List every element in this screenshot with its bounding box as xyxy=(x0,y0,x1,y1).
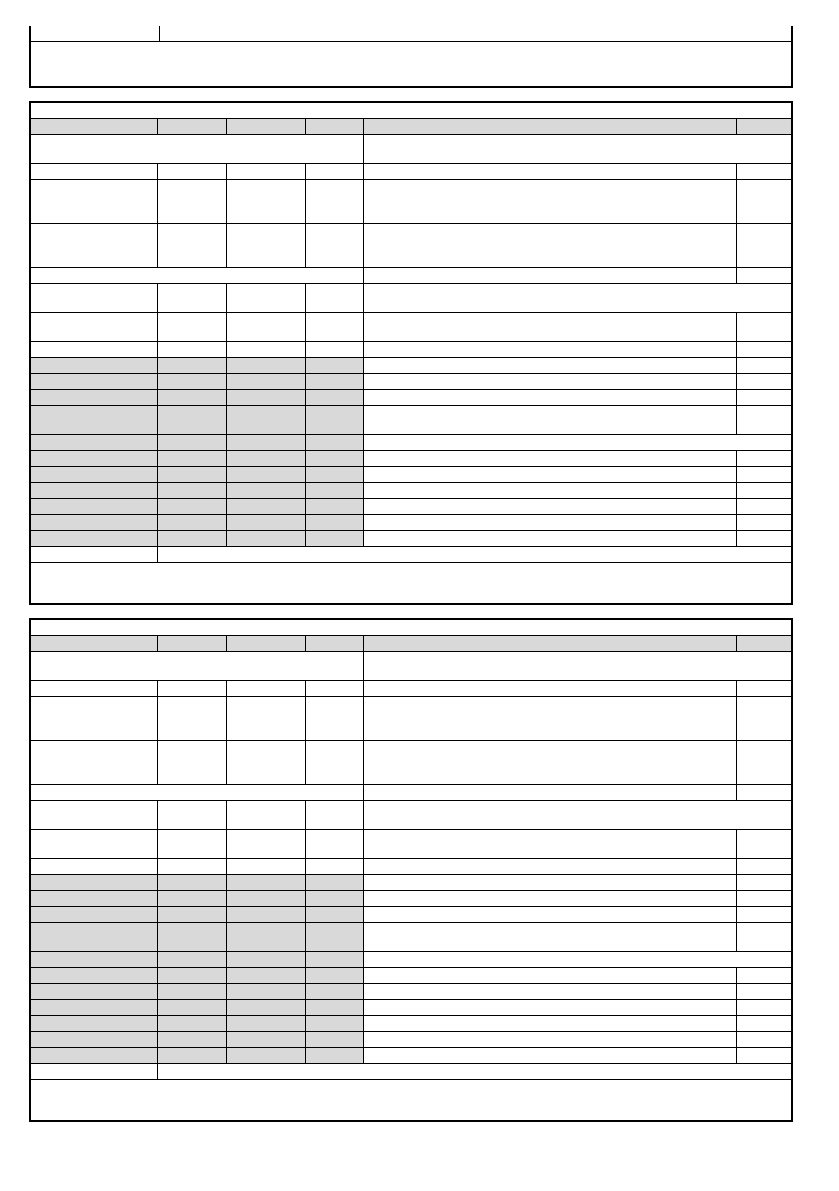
table-cell xyxy=(737,390,791,406)
table-cell xyxy=(364,406,737,435)
table-cell xyxy=(31,1064,158,1080)
table-header-cell xyxy=(227,119,306,135)
table-cell xyxy=(158,1000,227,1016)
table-cell xyxy=(158,923,227,952)
table-cell xyxy=(306,467,364,483)
table-cell xyxy=(306,1016,364,1032)
table-cell xyxy=(737,1016,791,1032)
table-cell xyxy=(227,515,306,531)
table-cell xyxy=(306,952,364,968)
table-header-cell xyxy=(31,119,158,135)
table-cell xyxy=(227,358,306,374)
table-header-cell xyxy=(158,636,227,652)
table-cell xyxy=(306,907,364,923)
table-cell xyxy=(31,483,158,499)
table-cell xyxy=(227,224,306,268)
table-cell xyxy=(306,923,364,952)
table-cell xyxy=(227,406,306,435)
table-cell xyxy=(306,180,364,224)
table-cell xyxy=(737,224,791,268)
table-cell xyxy=(364,830,737,859)
table-cell xyxy=(364,164,737,180)
table-cell xyxy=(227,374,306,390)
table-cell xyxy=(31,859,158,875)
table-cell xyxy=(737,358,791,374)
table-cell xyxy=(364,923,737,952)
table-cell xyxy=(158,224,227,268)
table-cell xyxy=(306,224,364,268)
table-cell xyxy=(227,284,306,313)
table-cell xyxy=(31,952,158,968)
table-cell xyxy=(737,483,791,499)
table-cell xyxy=(158,358,227,374)
table-cell xyxy=(364,342,737,358)
table-cell xyxy=(737,499,791,515)
table-header-cell xyxy=(306,119,364,135)
top-fragment-note-cell xyxy=(31,42,791,84)
table-cell xyxy=(31,342,158,358)
table-cell xyxy=(31,358,158,374)
table-title-cell xyxy=(31,620,791,636)
table-cell xyxy=(364,681,737,697)
table-cell xyxy=(31,785,364,801)
table-cell xyxy=(737,968,791,984)
table-cell xyxy=(227,923,306,952)
table-cell xyxy=(31,830,158,859)
table-cell xyxy=(364,435,791,451)
table-cell xyxy=(158,515,227,531)
table-cell xyxy=(737,515,791,531)
table-cell xyxy=(158,406,227,435)
table-cell xyxy=(158,284,227,313)
table-cell xyxy=(31,499,158,515)
table-cell xyxy=(364,135,791,164)
table-cell xyxy=(227,483,306,499)
table-cell xyxy=(737,1032,791,1048)
table-cell xyxy=(364,531,737,547)
table-cell xyxy=(227,801,306,830)
table-cell xyxy=(306,681,364,697)
table-cell xyxy=(158,801,227,830)
table-cell xyxy=(737,785,791,801)
table-cell xyxy=(31,652,364,681)
table-cell xyxy=(737,907,791,923)
table-cell xyxy=(31,697,158,741)
table-cell xyxy=(227,681,306,697)
table-cell xyxy=(306,984,364,1000)
table-cell xyxy=(158,830,227,859)
table-cell xyxy=(737,406,791,435)
table-cell xyxy=(227,342,306,358)
table-cell xyxy=(737,830,791,859)
table-cell xyxy=(158,1032,227,1048)
table-cell xyxy=(227,875,306,891)
table-cell xyxy=(737,741,791,785)
table-cell xyxy=(158,907,227,923)
table-cell xyxy=(227,891,306,907)
table-header-cell xyxy=(364,119,737,135)
table-cell xyxy=(158,435,227,451)
table-cell xyxy=(158,342,227,358)
table-cell xyxy=(306,515,364,531)
top-fragment-value-cell xyxy=(160,26,791,42)
table-cell xyxy=(364,268,737,284)
table-cell xyxy=(364,697,737,741)
table-cell xyxy=(31,891,158,907)
table-cell xyxy=(31,313,158,342)
table-cell xyxy=(737,467,791,483)
table-cell xyxy=(31,1080,791,1120)
table-cell xyxy=(158,547,791,563)
table-cell xyxy=(31,923,158,952)
table-cell xyxy=(364,483,737,499)
table-cell xyxy=(227,907,306,923)
table-cell xyxy=(306,164,364,180)
table-cell xyxy=(364,907,737,923)
table-cell xyxy=(31,968,158,984)
table-cell xyxy=(306,1048,364,1064)
table-cell xyxy=(737,313,791,342)
table-cell xyxy=(364,358,737,374)
table-cell xyxy=(306,313,364,342)
table-cell xyxy=(158,968,227,984)
table-cell xyxy=(227,952,306,968)
top-fragment-label-cell xyxy=(31,26,160,42)
table-cell xyxy=(306,859,364,875)
table-cell xyxy=(31,135,364,164)
table-cell xyxy=(158,952,227,968)
table-cell xyxy=(364,968,737,984)
table-cell xyxy=(737,875,791,891)
table-cell xyxy=(31,907,158,923)
table-cell xyxy=(306,358,364,374)
table-cell xyxy=(306,801,364,830)
table-cell xyxy=(31,180,158,224)
table-cell xyxy=(227,313,306,342)
table-cell xyxy=(306,342,364,358)
table-cell xyxy=(31,515,158,531)
table-cell xyxy=(227,1032,306,1048)
table-cell xyxy=(364,1016,737,1032)
form-table-2 xyxy=(29,618,793,1122)
table-header-cell xyxy=(158,119,227,135)
table-cell xyxy=(158,531,227,547)
table-cell xyxy=(737,451,791,467)
table-cell xyxy=(31,1032,158,1048)
table-cell xyxy=(31,467,158,483)
table-cell xyxy=(737,374,791,390)
table-cell xyxy=(306,284,364,313)
table-cell xyxy=(227,435,306,451)
table-cell xyxy=(364,224,737,268)
table-cell xyxy=(306,406,364,435)
table-cell xyxy=(227,697,306,741)
table-cell xyxy=(364,875,737,891)
table-cell xyxy=(31,284,158,313)
table-cell xyxy=(227,467,306,483)
top-fragment xyxy=(29,26,793,88)
table-cell xyxy=(306,499,364,515)
table-cell xyxy=(364,741,737,785)
table-cell xyxy=(227,1048,306,1064)
table-cell xyxy=(306,875,364,891)
form-table-1 xyxy=(29,101,793,605)
table-cell xyxy=(364,284,791,313)
table-cell xyxy=(158,859,227,875)
table-cell xyxy=(737,984,791,1000)
table-cell xyxy=(31,1048,158,1064)
table-cell xyxy=(31,406,158,435)
table-cell xyxy=(31,741,158,785)
table-cell xyxy=(737,923,791,952)
table-cell xyxy=(31,875,158,891)
table-header-cell xyxy=(227,636,306,652)
table-cell xyxy=(31,224,158,268)
table-cell xyxy=(158,374,227,390)
table-cell xyxy=(31,1000,158,1016)
table-cell xyxy=(306,891,364,907)
table-cell xyxy=(737,180,791,224)
table-cell xyxy=(737,859,791,875)
table-cell xyxy=(306,830,364,859)
table-cell xyxy=(227,830,306,859)
table-cell xyxy=(31,681,158,697)
table-cell xyxy=(158,741,227,785)
table-cell xyxy=(364,515,737,531)
table-cell xyxy=(31,164,158,180)
table-cell xyxy=(737,164,791,180)
table-cell xyxy=(31,531,158,547)
table-cell xyxy=(364,785,737,801)
table-cell xyxy=(364,1032,737,1048)
table-cell xyxy=(31,268,364,284)
table-cell xyxy=(227,984,306,1000)
table-cell xyxy=(158,681,227,697)
table-cell xyxy=(306,435,364,451)
table-cell xyxy=(227,390,306,406)
table-cell xyxy=(158,164,227,180)
table-cell xyxy=(158,313,227,342)
table-cell xyxy=(31,1016,158,1032)
table-cell xyxy=(737,891,791,907)
table-cell xyxy=(31,390,158,406)
table-cell xyxy=(306,1000,364,1016)
table-cell xyxy=(31,801,158,830)
table-cell xyxy=(364,984,737,1000)
table-cell xyxy=(31,374,158,390)
table-cell xyxy=(737,1000,791,1016)
table-cell xyxy=(306,374,364,390)
table-cell xyxy=(158,451,227,467)
table-header-cell xyxy=(364,636,737,652)
table-cell xyxy=(364,801,791,830)
table-cell xyxy=(306,451,364,467)
table-cell xyxy=(227,1016,306,1032)
table-cell xyxy=(227,451,306,467)
table-cell xyxy=(158,467,227,483)
table-cell xyxy=(737,681,791,697)
table-cell xyxy=(306,531,364,547)
table-cell xyxy=(227,968,306,984)
table-cell xyxy=(306,390,364,406)
table-cell xyxy=(158,499,227,515)
table-cell xyxy=(737,1048,791,1064)
table-cell xyxy=(158,875,227,891)
table-header-cell xyxy=(306,636,364,652)
table-header-cell xyxy=(737,636,791,652)
table-cell xyxy=(364,451,737,467)
table-cell xyxy=(364,859,737,875)
table-cell xyxy=(737,342,791,358)
table-cell xyxy=(158,1048,227,1064)
table-cell xyxy=(31,563,791,603)
table-cell xyxy=(227,531,306,547)
table-cell xyxy=(158,697,227,741)
table-cell xyxy=(158,1064,791,1080)
table-cell xyxy=(158,390,227,406)
table-cell xyxy=(227,859,306,875)
table-cell xyxy=(364,467,737,483)
table-cell xyxy=(227,741,306,785)
table-cell xyxy=(227,164,306,180)
table-cell xyxy=(306,697,364,741)
table-cell xyxy=(737,697,791,741)
table-cell xyxy=(737,531,791,547)
table-cell xyxy=(158,984,227,1000)
table-cell xyxy=(306,483,364,499)
table-cell xyxy=(364,499,737,515)
table-cell xyxy=(31,435,158,451)
table-cell xyxy=(158,891,227,907)
table-cell xyxy=(227,180,306,224)
table-cell xyxy=(364,891,737,907)
table-cell xyxy=(31,451,158,467)
table-cell xyxy=(364,313,737,342)
table-cell xyxy=(227,1000,306,1016)
table-cell xyxy=(306,741,364,785)
table-header-cell xyxy=(737,119,791,135)
table-cell xyxy=(364,652,791,681)
table-cell xyxy=(364,952,791,968)
table-cell xyxy=(227,499,306,515)
table-cell xyxy=(158,180,227,224)
table-cell xyxy=(31,547,158,563)
table-cell xyxy=(306,968,364,984)
table-title-cell xyxy=(31,103,791,119)
table-cell xyxy=(364,374,737,390)
table-cell xyxy=(158,1016,227,1032)
table-cell xyxy=(364,390,737,406)
table-header-cell xyxy=(31,636,158,652)
table-cell xyxy=(364,180,737,224)
table-cell xyxy=(364,1048,737,1064)
table-cell xyxy=(158,483,227,499)
table-cell xyxy=(31,984,158,1000)
table-cell xyxy=(364,1000,737,1016)
table-cell xyxy=(306,1032,364,1048)
table-cell xyxy=(737,268,791,284)
